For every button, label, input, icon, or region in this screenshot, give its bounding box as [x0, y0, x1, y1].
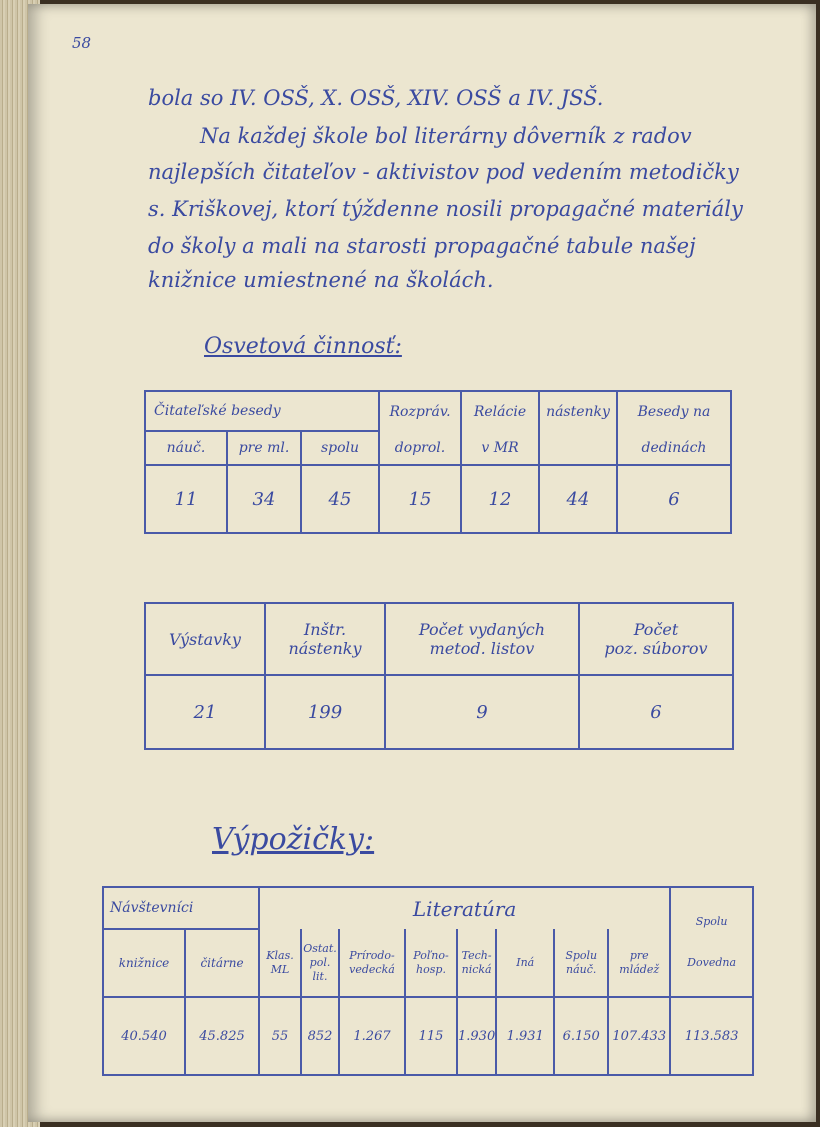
header-suborov-line1: Počet [633, 620, 679, 639]
cell-pocet-listov: 9 [385, 675, 579, 749]
header-spolu-nauc [554, 929, 608, 997]
header-spolu-nauc-line2: náuč. [566, 962, 597, 976]
cell-rozpravy: 15 [379, 465, 461, 533]
header-prirodo-line2: vedecká [349, 962, 395, 976]
table-osvetova [144, 390, 732, 534]
cell-spolu: 45 [301, 465, 379, 533]
cell-dovedna: 113.583 [670, 997, 753, 1075]
header-spolu-top: Spolu [670, 887, 753, 929]
header-polno-line2: hosp. [416, 962, 446, 976]
header-instr-nastenky [265, 603, 385, 675]
cell-spolu-nauc: 6.150 [554, 997, 608, 1075]
page-number: 58 [72, 34, 92, 52]
header-instr-line2: nástenky [288, 639, 362, 658]
cell-prirodo: 1.267 [339, 997, 405, 1075]
text-line-1: bola so IV. OSŠ, X. OSŠ, XIV. OSŠ a IV. JSŠ. [148, 86, 604, 110]
cell-pocet-suborov: 6 [579, 675, 733, 749]
header-ina: Iná [496, 929, 554, 997]
header-ostat [301, 929, 339, 997]
header-instr-line1: Inštr. [303, 620, 347, 639]
header-tech-line1: Tech- [461, 948, 492, 962]
header-tech-line2: nická [461, 962, 492, 976]
header-pocet-suborov [579, 603, 733, 675]
header-ostat-line2: pol. [309, 955, 331, 969]
cell-pre-ml: 34 [227, 465, 301, 533]
header-navstevnici: Návštevníci [103, 887, 259, 929]
text-line-4: s. Kriškovej, ktorí týždenne nosili propagačné materiály [148, 197, 743, 221]
header-besedy-na: Besedy na [617, 391, 731, 431]
header-citarne: čitárne [185, 929, 259, 997]
cell-polno: 115 [405, 997, 457, 1075]
header-kniznice: knižnice [103, 929, 185, 997]
cell-vystavky: 21 [145, 675, 265, 749]
header-pocet-listov [385, 603, 579, 675]
text-line-6: knižnice umiestnené na školách. [148, 268, 494, 292]
cell-instr-nastenky: 199 [265, 675, 385, 749]
header-polno [405, 929, 457, 997]
header-vystavky: Výstavky [145, 603, 265, 675]
cell-ostat: 852 [301, 997, 339, 1075]
cell-citarne: 45.825 [185, 997, 259, 1075]
header-klas [259, 929, 301, 997]
cell-relacie: 12 [461, 465, 539, 533]
header-pocet-line1: Počet vydaných [418, 620, 546, 639]
notebook-page [28, 4, 816, 1122]
header-empty [539, 431, 617, 465]
header-relacie: Relácie [461, 391, 539, 431]
cell-nauc: 11 [145, 465, 227, 533]
text-line-2: Na každej škole bol literárny dôverník z radov [200, 124, 692, 148]
header-rozpravy: Rozpráv. [379, 391, 461, 431]
header-ostat-line3: lit. [312, 969, 328, 983]
text-line-5: do školy a mali na starosti propagačné tabule našej [148, 234, 696, 258]
header-v-mr: v MR [461, 431, 539, 465]
cell-klas: 55 [259, 997, 301, 1075]
header-pre-mladez [608, 929, 670, 997]
header-tech [457, 929, 496, 997]
cell-nastenky: 44 [539, 465, 617, 533]
header-ostat-line1: Ostat. [303, 941, 337, 955]
section-heading-vypozicky: Výpožičky: [212, 822, 375, 857]
header-nauc: náuč. [145, 431, 227, 465]
header-doprol: doprol. [379, 431, 461, 465]
cell-tech: 1.930 [457, 997, 496, 1075]
header-suborov-line2: poz. súborov [604, 639, 708, 658]
header-pocet-line2: metod. listov [429, 639, 535, 658]
header-nastenky: nástenky [539, 391, 617, 431]
table-vystavky [144, 602, 734, 750]
header-literatura: Literatúra [259, 887, 670, 929]
header-polno-line1: Poľno- [413, 948, 449, 962]
header-pre-mladez-line1: pre [629, 948, 649, 962]
text-line-3: najlepších čitateľov - aktivistov pod vedením metodičky [148, 160, 739, 184]
header-prirodo [339, 929, 405, 997]
section-heading-osvetova: Osvetová činnosť: [204, 334, 402, 359]
header-spolu: spolu [301, 431, 379, 465]
header-dovedna: Dovedna [670, 929, 753, 997]
cell-pre-mladez: 107.433 [608, 997, 670, 1075]
header-dedinach: dedinách [617, 431, 731, 465]
header-citatelske-besedy: Čitateľské besedy [145, 391, 379, 431]
cell-ina: 1.931 [496, 997, 554, 1075]
table-vypozicky [102, 886, 754, 1076]
header-klas-line1: Klas. [266, 948, 294, 962]
cell-besedy: 6 [617, 465, 731, 533]
header-pre-ml: pre ml. [227, 431, 301, 465]
header-spolu-nauc-line1: Spolu [565, 948, 598, 962]
header-klas-line2: ML [270, 962, 290, 976]
header-prirodo-line1: Prírodo- [349, 948, 395, 962]
header-pre-mladez-line2: mládež [619, 962, 660, 976]
cell-kniznice: 40.540 [103, 997, 185, 1075]
